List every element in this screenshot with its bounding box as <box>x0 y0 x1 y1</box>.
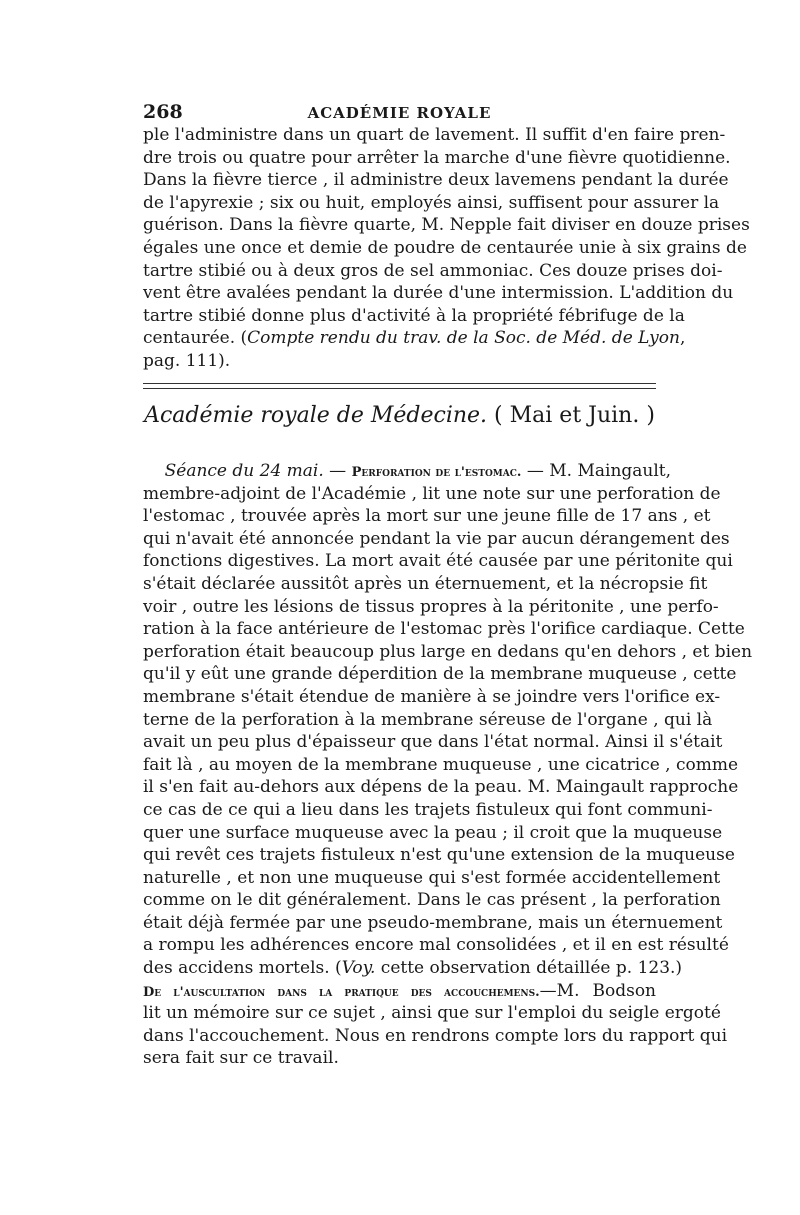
text-line: fait là , au moyen de la membrane muqueuse , une cicatrice , comme <box>143 754 739 775</box>
text-line: quer une surface muqueuse avec la peau ; il croit que la muqueuse <box>143 822 723 843</box>
text-line: qu'il y eût une grande déperdition de la membrane muqueuse , cette <box>143 664 737 685</box>
text-line: était déjà fermée par une pseudo-membrane, mais un éternuement <box>143 912 723 933</box>
text-line: a rompu les adhérences encore mal consolidées , et il en est résulté <box>143 935 729 956</box>
reference-start: des accidens mortels. ( <box>143 958 342 979</box>
text-line: voir , outre les lésions de tissus propres à la péritonite , une perfo- <box>143 596 719 617</box>
text-line: Dans la fièvre tierce , il administre deux lavemens pendant la durée <box>143 170 729 191</box>
reference-end: cette observation détaillée p. 123.) <box>375 958 683 979</box>
paragraph-seance <box>143 460 753 1070</box>
text-line: naturelle , et non une muqueuse qui s'est formée accidentellement <box>143 867 721 888</box>
text-line: ce cas de ce qui a lieu dans les trajets fistuleux qui font communi- <box>143 799 713 820</box>
section-divider-top <box>143 383 656 384</box>
text-line: vent être avalées pendant la durée d'une intermission. L'addition du <box>143 283 734 304</box>
text-line: sera fait sur ce travail. <box>143 1048 339 1069</box>
text-line: l'estomac , trouvée après la mort sur une jeune fille de 17 ans , et <box>143 506 711 527</box>
section-heading <box>143 401 656 431</box>
author-bodson: —M. Bodson <box>539 980 656 1001</box>
topic-perforation: Perforation de l'estomac. <box>351 465 522 480</box>
section-heading-dates: ( Mai et Juin. ) <box>494 403 655 428</box>
section-heading-name: Académie royale de Médecine. <box>144 403 488 428</box>
text-line-seance <box>143 460 672 483</box>
text-line: de l'apyrexie ; six ou huit, employés ainsi, suffisent pour assurer la <box>143 192 720 213</box>
text-line: dans l'accouchement. Nous en rendrons compte lors du rapport qui <box>143 1025 728 1046</box>
text-line: dre trois ou quatre pour arrêter la marche d'une fièvre quotidienne. <box>143 147 731 168</box>
dash: — <box>323 461 352 481</box>
text-line: ple l'administre dans un quart de lavement. Il suffit d'en faire pren- <box>143 125 726 145</box>
text-line: il s'en fait au-dehors aux dépens de la peau. M. Maingault rapproche <box>143 777 739 798</box>
text-line: tartre stibié donne plus d'activité à la propriété fébrifuge de la <box>143 305 685 326</box>
text-line: qui n'avait été annoncée pendant la vie par aucun dérangement des <box>143 528 730 549</box>
topic-auscultation: De l'auscultation dans la pratique des accouchemens. <box>143 984 540 1000</box>
text-line-reference <box>143 957 683 980</box>
text-line: terne de la perforation à la membrane séreuse de l'organe , qui là <box>143 709 713 730</box>
author-intro: — M. Maingault, <box>521 461 672 481</box>
text-line: qui revêt ces trajets fistuleux n'est qu'une extension de la muqueuse <box>143 845 735 866</box>
text-line-auscultation <box>143 980 656 1003</box>
page-number: 268 <box>143 101 183 123</box>
text-line: comme on le dit généralement. Dans le cas présent , la perforation <box>143 890 721 911</box>
text-line: lit un mémoire sur ce sujet , ainsi que sur l'emploi du seigle ergoté <box>143 1003 721 1024</box>
text-line: membre-adjoint de l'Académie , lit une note sur une perforation de <box>143 483 721 504</box>
page-header <box>143 101 656 125</box>
text-line: pag. 111). <box>143 350 231 371</box>
citation-end: , <box>679 328 686 349</box>
text-line: fonctions digestives. La mort avait été causée par une péritonite qui <box>143 551 733 572</box>
section-divider-bottom <box>143 388 656 389</box>
text-line: tartre stibié ou à deux gros de sel ammoniac. Ces douze prises doi- <box>143 260 723 281</box>
text-line: membrane s'était étendue de manière à se joindre vers l'orifice ex- <box>143 686 721 707</box>
text-line-citation <box>143 327 686 350</box>
citation-start: centaurée. ( <box>143 328 248 349</box>
text-line: ration à la face antérieure de l'estomac près l'orifice cardiaque. Cette <box>143 619 745 640</box>
text-line: avait un peu plus d'épaisseur que dans l'état normal. Ainsi il s'était <box>143 732 723 753</box>
text-line: égales une once et demie de poudre de centaurée unie à six grains de <box>143 237 747 258</box>
text-line: guérison. Dans la fièvre quarte, M. Nepple fait diviser en douze prises <box>143 215 750 236</box>
paragraph-continuation <box>143 124 750 373</box>
reference-voy: Voy. <box>341 958 376 979</box>
citation-title: Compte rendu du trav. de la Soc. de Méd. de Lyon <box>247 328 680 349</box>
running-head: ACADÉMIE ROYALE <box>307 104 492 122</box>
seance-date: Séance du 24 mai. <box>164 461 324 481</box>
text-line: s'était déclarée aussitôt après un éternuement, et la nécropsie fit <box>143 573 708 594</box>
text-line: perforation était beaucoup plus large en dedans qu'en dehors , et bien <box>143 641 753 662</box>
